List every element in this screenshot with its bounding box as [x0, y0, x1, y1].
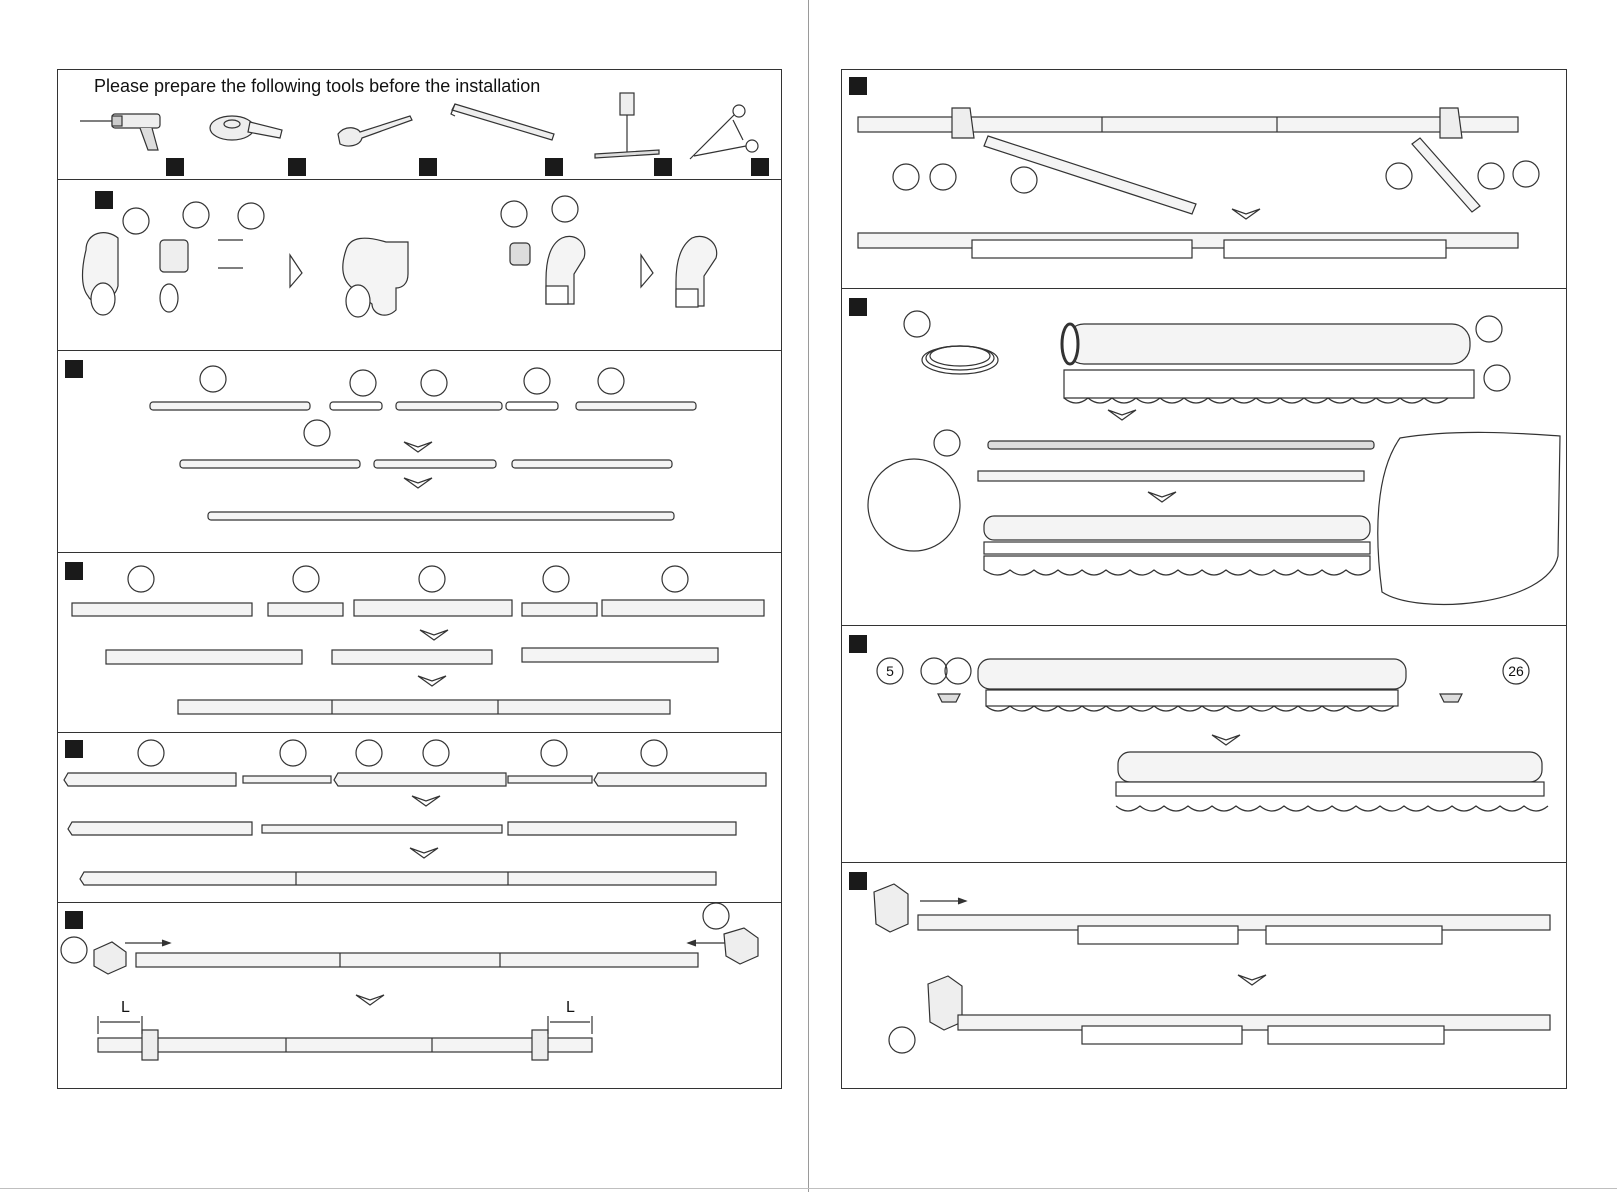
callout-left-cap-number: 5 — [886, 663, 894, 679]
callout-circle — [356, 740, 382, 766]
scissors-icon — [690, 105, 758, 159]
callout-circle — [1484, 365, 1510, 391]
offset-label-left: L — [121, 999, 130, 1016]
callout-circle — [662, 566, 688, 592]
callout-circle — [1011, 167, 1037, 193]
callout-circle — [921, 658, 947, 684]
tools-heading: Please prepare the following tools before the installation — [94, 76, 541, 96]
roller-tube-parts — [150, 366, 696, 520]
callout-circle — [138, 740, 164, 766]
end-cap-install — [877, 658, 1548, 811]
tape-measure-icon — [210, 116, 282, 140]
callout-circle — [421, 370, 447, 396]
callout-circle — [183, 202, 209, 228]
callout-circle — [541, 740, 567, 766]
callout-circle — [423, 740, 449, 766]
drill-icon — [80, 114, 160, 150]
callout-circle — [293, 566, 319, 592]
callout-circle — [641, 740, 667, 766]
offset-label-right: L — [566, 999, 575, 1016]
callout-circle — [280, 740, 306, 766]
callout-circle — [524, 368, 550, 394]
final-mounting — [874, 884, 1550, 1053]
callout-circle — [501, 201, 527, 227]
callout-circle — [552, 196, 578, 222]
callout-circle — [128, 566, 154, 592]
callout-right-cap-number: 26 — [1508, 663, 1524, 679]
callout-circle — [1476, 316, 1502, 342]
bracket-mounting — [61, 903, 758, 1060]
callout-circle — [893, 164, 919, 190]
callout-circle — [945, 658, 971, 684]
callout-circle — [703, 903, 729, 929]
callout-circle — [304, 420, 330, 446]
front-bar-parts — [72, 566, 764, 714]
callout-circle — [598, 368, 624, 394]
fabric-install — [868, 311, 1560, 604]
roller-on-bar — [858, 108, 1539, 258]
callout-circle — [419, 566, 445, 592]
callout-circle — [61, 937, 87, 963]
callout-circle — [543, 566, 569, 592]
callout-circle — [934, 430, 960, 456]
callout-circle — [904, 311, 930, 337]
wrench-icon — [338, 116, 412, 146]
callout-circle — [200, 366, 226, 392]
callout-circle — [350, 370, 376, 396]
callout-circle — [889, 1027, 915, 1053]
callout-circle — [238, 203, 264, 229]
callout-circle — [1478, 163, 1504, 189]
callout-circle — [1513, 161, 1539, 187]
callout-circle — [930, 164, 956, 190]
callout-circle — [1386, 163, 1412, 189]
allen-key-icon — [451, 104, 554, 140]
callout-circle — [123, 208, 149, 234]
arm-profile-parts — [64, 740, 766, 885]
bracket-parts — [83, 196, 717, 317]
t-handle-icon — [595, 93, 659, 158]
